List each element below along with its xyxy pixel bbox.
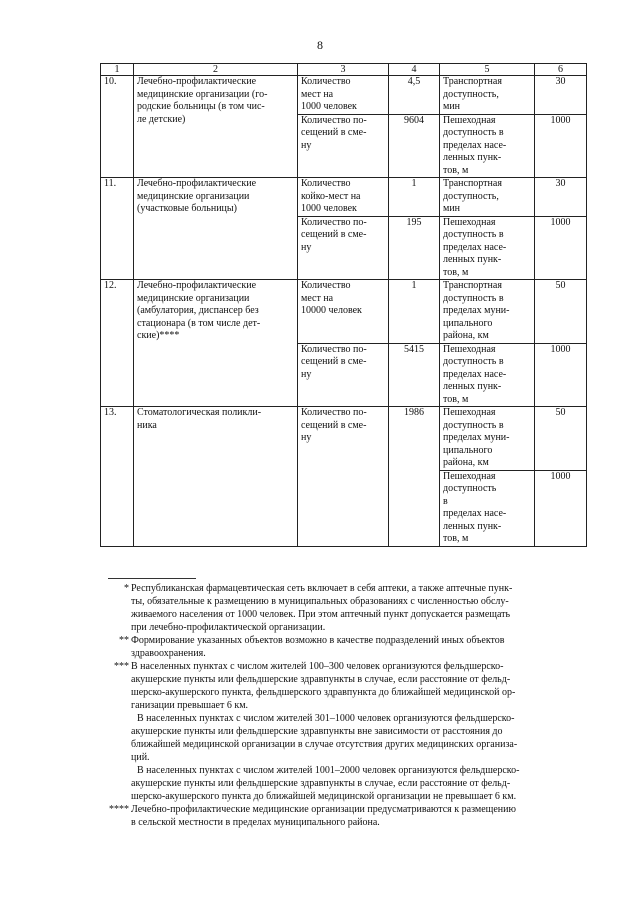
limit-cell: 1000 bbox=[535, 343, 587, 407]
text-line: Транспортная bbox=[443, 178, 502, 189]
value-cell: 9604 bbox=[389, 114, 440, 178]
text-line: пределах муни- bbox=[443, 305, 510, 316]
footnote-line: ты, обязательные к размещению в муниципальных образованиях с численностью обслу- bbox=[131, 596, 509, 607]
text-line: пределах насе- bbox=[443, 368, 507, 380]
footnote-mark: * bbox=[124, 583, 129, 594]
table-header-row bbox=[101, 64, 587, 76]
text-line: Стоматологическая поликли- bbox=[137, 407, 262, 418]
column-header: 1 bbox=[101, 64, 134, 76]
text-line: тов, м bbox=[443, 393, 469, 405]
text-line: 10000 человек bbox=[301, 305, 362, 316]
indicator-cell bbox=[298, 216, 389, 280]
limit-cell: 30 bbox=[535, 178, 587, 217]
column-header: 6 bbox=[535, 64, 587, 76]
limit-cell: 50 bbox=[535, 280, 587, 344]
text-line: Количество по- bbox=[301, 343, 367, 355]
text-line: ну bbox=[301, 368, 312, 380]
text-line: Количество bbox=[301, 76, 351, 87]
text-line: ципального bbox=[443, 317, 493, 329]
text-line: тов, м bbox=[443, 266, 469, 278]
footnote-line: Формирование указанных объектов возможно в качестве подразделений иных объектов bbox=[131, 635, 505, 646]
text-line: тов, м bbox=[443, 533, 469, 544]
value-cell: 4,5 bbox=[389, 76, 440, 115]
footnote-line: живаемого населения от 1000 человек. При этом аптечный пункт допускается размещать bbox=[131, 609, 511, 620]
value-cell: 1 bbox=[389, 178, 440, 217]
text-line: койко-мест на bbox=[301, 190, 361, 202]
text-line: 1000 человек bbox=[301, 101, 357, 112]
footnote-mark: *** bbox=[114, 661, 129, 672]
text-line: ленных пунк- bbox=[443, 152, 502, 163]
text-line: сещений в сме- bbox=[301, 229, 367, 240]
text-line: доступность в bbox=[443, 292, 504, 304]
footnote-line: ближайшей медицинской организации в случае отсутствия других медицинских организа- bbox=[131, 739, 518, 750]
text-line: Количество bbox=[301, 280, 351, 291]
accessibility-cell bbox=[440, 407, 535, 471]
indicator-cell bbox=[298, 114, 389, 178]
accessibility-cell bbox=[440, 216, 535, 280]
text-line: медицинские организации (го- bbox=[137, 88, 268, 100]
text-line: района, км bbox=[443, 457, 489, 468]
indicator-cell bbox=[298, 407, 389, 547]
accessibility-cell bbox=[440, 280, 535, 344]
footnote-line: Лечебно-профилактические медицинские организации предусматриваются к размещению bbox=[131, 804, 516, 815]
column-header: 4 bbox=[389, 64, 440, 76]
footnote-mark: ** bbox=[119, 635, 129, 646]
row-number-cell: 10. bbox=[101, 76, 134, 178]
footnote-line: Республиканская фармацевтическая сеть включает в себя аптеки, а также аптечные пунк- bbox=[131, 583, 513, 594]
column-header: 2 bbox=[134, 64, 298, 76]
facilities-table bbox=[100, 63, 587, 547]
text-line: Лечебно-профилактические bbox=[137, 178, 257, 189]
text-line: ленных пунк- bbox=[443, 381, 502, 392]
text-line: Пешеходная bbox=[443, 114, 496, 126]
page-number: 8 bbox=[317, 38, 323, 52]
footnote-mark: **** bbox=[109, 804, 129, 815]
text-line: района, км bbox=[443, 330, 489, 341]
table-row bbox=[101, 407, 587, 471]
text-line: ципального bbox=[443, 444, 493, 456]
text-line: ну bbox=[301, 241, 312, 253]
text-line: Количество bbox=[301, 178, 351, 189]
footnote-line: ций. bbox=[131, 752, 150, 763]
table-row bbox=[101, 76, 587, 115]
accessibility-cell bbox=[440, 114, 535, 178]
text-line: доступность в bbox=[443, 127, 504, 138]
text-line: Транспортная bbox=[443, 76, 502, 87]
text-line: ле детские) bbox=[137, 113, 186, 125]
text-line: Транспортная bbox=[443, 280, 502, 291]
value-cell: 1986 bbox=[389, 407, 440, 547]
text-line: 1000 человек bbox=[301, 203, 357, 214]
table-row bbox=[101, 178, 587, 217]
value-cell: 195 bbox=[389, 216, 440, 280]
text-line: сещений в сме- bbox=[301, 419, 367, 431]
text-line: медицинские организации bbox=[137, 292, 250, 304]
limit-cell: 1000 bbox=[535, 470, 587, 546]
footnote bbox=[108, 634, 596, 660]
text-line: ну bbox=[301, 432, 312, 443]
accessibility-cell bbox=[440, 178, 535, 217]
text-line: Количество по- bbox=[301, 407, 367, 418]
facility-name-cell bbox=[134, 76, 298, 178]
value-cell: 1 bbox=[389, 280, 440, 344]
footnote bbox=[108, 764, 596, 803]
row-number-cell: 13. bbox=[101, 407, 134, 547]
footnote-separator bbox=[108, 578, 196, 579]
footnote-line: В населенных пунктах с числом жителей 1001–2000 человек организуются фельдшерско- bbox=[137, 765, 520, 776]
text-line: стационара (в том числе дет- bbox=[137, 317, 261, 329]
accessibility-cell bbox=[440, 470, 535, 546]
text-line: ника bbox=[137, 419, 157, 431]
limit-cell: 30 bbox=[535, 76, 587, 115]
footnote-line: в сельской местности в пределах муниципального района. bbox=[131, 817, 380, 828]
text-line: Пешеходная bbox=[443, 470, 496, 482]
text-line: пределах насе- bbox=[443, 139, 507, 151]
row-number-cell: 12. bbox=[101, 280, 134, 407]
text-line: Пешеходная bbox=[443, 343, 496, 355]
text-line: доступность bbox=[443, 483, 497, 494]
text-line: пределах насе- bbox=[443, 508, 507, 519]
column-header: 5 bbox=[440, 64, 535, 76]
text-line: сещений в сме- bbox=[301, 127, 367, 138]
text-line: сещений в сме- bbox=[301, 356, 367, 367]
text-line: Пешеходная bbox=[443, 407, 496, 418]
text-line: ленных пунк- bbox=[443, 254, 502, 265]
text-line: Количество по- bbox=[301, 114, 367, 126]
text-line: мест на bbox=[301, 292, 334, 304]
footnote bbox=[108, 803, 596, 829]
accessibility-cell bbox=[440, 343, 535, 407]
text-line: Лечебно-профилактические bbox=[137, 76, 257, 87]
indicator-cell bbox=[298, 280, 389, 344]
text-line: ну bbox=[301, 139, 312, 151]
indicator-cell bbox=[298, 178, 389, 217]
text-line: ские)**** bbox=[137, 330, 180, 341]
footnotes bbox=[108, 578, 596, 829]
text-line: родские больницы (в том чис- bbox=[137, 101, 265, 112]
facility-name-cell bbox=[134, 407, 298, 547]
footnote-line: В населенных пунктах с числом жителей 301–1000 человек организуются фельдшерско- bbox=[137, 713, 515, 724]
text-line: мин bbox=[443, 101, 461, 112]
text-line: мин bbox=[443, 203, 461, 214]
value-cell: 5415 bbox=[389, 343, 440, 407]
limit-cell: 50 bbox=[535, 407, 587, 471]
text-line: в bbox=[443, 495, 448, 507]
text-line: доступность в bbox=[443, 356, 504, 367]
footnote bbox=[108, 712, 596, 764]
footnote bbox=[108, 582, 596, 634]
text-line: доступность в bbox=[443, 419, 504, 431]
footnote-line: акушерские пункты или фельдшерские здравпункты в случае, если расстояние от фельд- bbox=[131, 674, 511, 685]
limit-cell: 1000 bbox=[535, 216, 587, 280]
footnote-line: ганизации превышает 6 км. bbox=[131, 700, 249, 711]
facility-name-cell bbox=[134, 280, 298, 407]
text-line: ленных пунк- bbox=[443, 520, 502, 532]
text-line: пределах насе- bbox=[443, 241, 507, 253]
text-line: Пешеходная bbox=[443, 216, 496, 228]
footnote-line: при лечебно-профилактической организации. bbox=[131, 622, 326, 633]
text-line: Количество по- bbox=[301, 216, 367, 228]
text-line: пределах муни- bbox=[443, 432, 510, 443]
limit-cell: 1000 bbox=[535, 114, 587, 178]
indicator-cell bbox=[298, 76, 389, 115]
footnote-line: В населенных пунктах с числом жителей 100–300 человек организуются фельдшерско- bbox=[131, 661, 504, 672]
text-line: доступность, bbox=[443, 190, 499, 202]
footnote-line: шерско-акушерского пункта, фельдшерского здравпункта до ближайшей медицинской ор- bbox=[131, 687, 516, 698]
footnote bbox=[108, 660, 596, 712]
table-row bbox=[101, 280, 587, 344]
text-line: медицинские организации bbox=[137, 190, 250, 202]
footnote-line: шерско-акушерского пункта до ближайшей медицинской организации не превышает 6 км. bbox=[131, 791, 517, 802]
footnote-line: акушерские пункты или фельдшерские здравпункты в случае, если расстояние от фельд- bbox=[131, 778, 511, 789]
text-line: мест на bbox=[301, 88, 334, 100]
facility-name-cell bbox=[134, 178, 298, 280]
text-line: доступность, bbox=[443, 88, 499, 100]
text-line: (участковые больницы) bbox=[137, 203, 237, 214]
row-number-cell: 11. bbox=[101, 178, 134, 280]
text-line: (амбулатория, диспансер без bbox=[137, 305, 259, 316]
text-line: доступность в bbox=[443, 229, 504, 240]
text-line: Лечебно-профилактические bbox=[137, 280, 257, 291]
footnote-line: акушерские пункты или фельдшерские здравпункты вне зависимости от расстояния до bbox=[131, 726, 503, 737]
text-line: тов, м bbox=[443, 164, 469, 176]
column-header: 3 bbox=[298, 64, 389, 76]
accessibility-cell bbox=[440, 76, 535, 115]
indicator-cell bbox=[298, 343, 389, 407]
footnote-line: здравоохранения. bbox=[131, 648, 206, 659]
